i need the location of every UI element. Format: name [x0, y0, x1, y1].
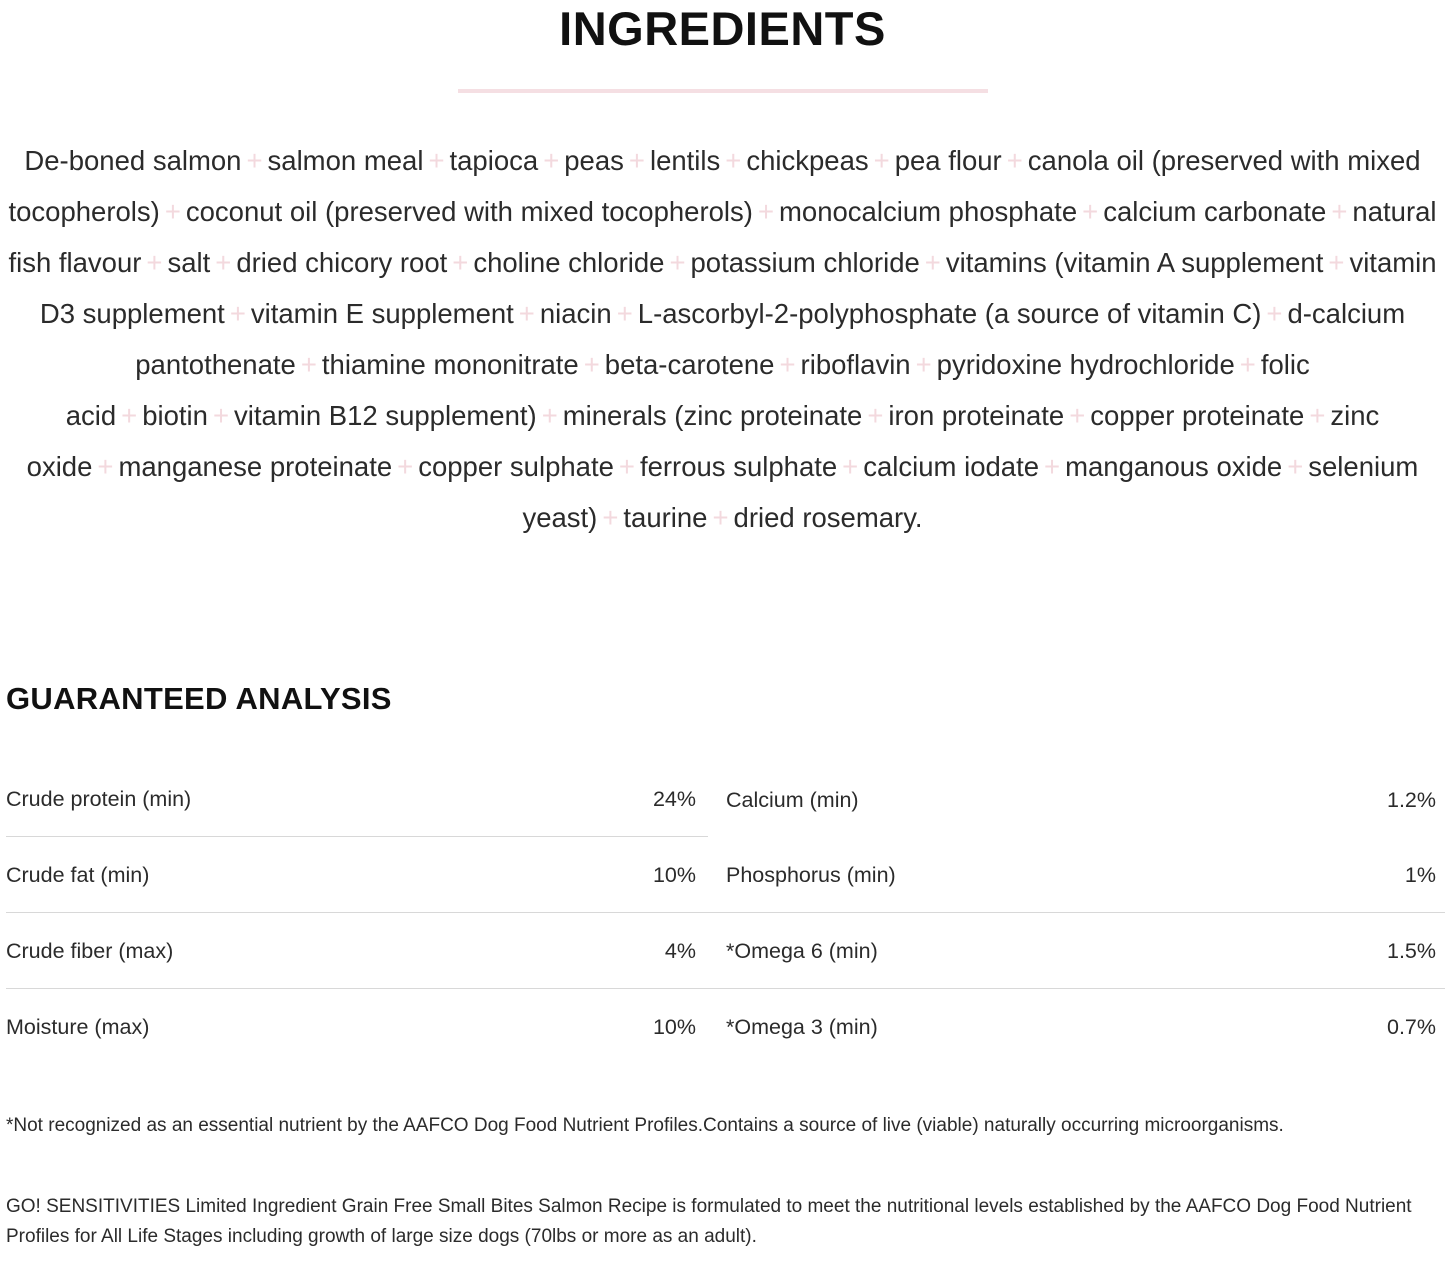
- ingredient-item: copper sulphate: [418, 451, 614, 483]
- plus-separator-icon: +: [1266, 298, 1283, 330]
- ingredient-item: calcium iodate: [863, 451, 1040, 483]
- ingredient-item: chickpeas: [746, 145, 869, 177]
- ingredient-item: minerals (zinc proteinate: [562, 400, 863, 432]
- title-divider: [458, 89, 988, 93]
- plus-separator-icon: +: [1044, 451, 1061, 483]
- plus-separator-icon: +: [1331, 196, 1348, 228]
- plus-separator-icon: +: [669, 247, 686, 279]
- ingredient-item: pea flour: [894, 145, 1002, 177]
- ingredient-item: dried rosemary.: [733, 502, 923, 534]
- nutrient-label: Moisture (max): [6, 1015, 150, 1040]
- plus-separator-icon: +: [602, 502, 619, 534]
- nutrient-label: Crude fiber (max): [6, 913, 486, 989]
- ingredient-item: manganous oxide: [1065, 451, 1283, 483]
- plus-separator-icon: +: [924, 247, 941, 279]
- page-title: INGREDIENTS: [559, 2, 886, 55]
- nutrient-value: 1.2%: [1386, 787, 1436, 812]
- plus-separator-icon: +: [583, 349, 600, 381]
- nutrient-value: 10%: [652, 1015, 696, 1040]
- plus-separator-icon: +: [628, 145, 645, 177]
- plus-separator-icon: +: [300, 349, 317, 381]
- plus-separator-icon: +: [215, 247, 232, 279]
- plus-separator-icon: +: [725, 145, 742, 177]
- ingredient-item: salt: [167, 247, 211, 279]
- plus-separator-icon: +: [842, 451, 859, 483]
- ingredient-item: De-boned salmon: [24, 145, 242, 177]
- nutrient-label: *Omega 6 (min): [708, 913, 1206, 989]
- ingredient-item: folic acid: [65, 349, 1310, 432]
- footnote-text: *Not recognized as an essential nutrient by the AAFCO Dog Food Nutrient Profiles.Contains a source of live (viable) naturally occurring microorganisms.: [6, 1115, 1284, 1137]
- ingredient-item: vitamins (vitamin A supplement: [945, 247, 1324, 279]
- plus-separator-icon: +: [518, 298, 535, 330]
- plus-separator-icon: +: [867, 400, 884, 432]
- ingredient-item: beta-carotene: [604, 349, 775, 381]
- plus-separator-icon: +: [1328, 247, 1345, 279]
- ingredient-item: niacin: [539, 298, 612, 330]
- ingredient-item: peas: [564, 145, 624, 177]
- nutrient-value: 0.7%: [1386, 1015, 1436, 1040]
- ingredient-item: zinc oxide: [26, 400, 1380, 483]
- plus-separator-icon: +: [616, 298, 633, 330]
- table-row: [6, 761, 1445, 837]
- plus-separator-icon: +: [1069, 400, 1086, 432]
- plus-separator-icon: +: [543, 145, 560, 177]
- ingredient-item: thiamine mononitrate: [321, 349, 579, 381]
- ingredient-item: vitamin D3 supplement: [39, 247, 1437, 330]
- ingredient-item: natural fish flavour: [8, 196, 1437, 279]
- plus-separator-icon: +: [121, 400, 138, 432]
- nutrient-value: 10%: [486, 837, 708, 913]
- plus-separator-icon: +: [1309, 400, 1326, 432]
- guaranteed-analysis-heading: GUARANTEED ANALYSIS: [6, 681, 392, 717]
- plus-separator-icon: +: [229, 298, 246, 330]
- ingredient-item: riboflavin: [800, 349, 911, 381]
- ingredient-item: lentils: [649, 145, 721, 177]
- ingredient-item: calcium carbonate: [1103, 196, 1327, 228]
- ingredients-list: [6, 135, 1439, 543]
- plus-separator-icon: +: [873, 145, 890, 177]
- ingredient-item: vitamin B12 supplement): [234, 400, 537, 432]
- plus-separator-icon: +: [915, 349, 932, 381]
- plus-separator-icon: +: [618, 451, 635, 483]
- nutrient-value: 24%: [486, 761, 708, 837]
- table-row: [6, 913, 1445, 989]
- ingredient-item: L-ascorbyl-2-polyphosphate (a source of vitamin C): [637, 298, 1262, 330]
- ingredient-item: copper proteinate: [1090, 400, 1305, 432]
- plus-separator-icon: +: [452, 247, 469, 279]
- plus-separator-icon: +: [164, 196, 181, 228]
- nutrient-value: 4%: [486, 913, 708, 989]
- nutrient-label: Phosphorus (min): [708, 837, 1206, 913]
- plus-separator-icon: +: [779, 349, 796, 381]
- nutrient-label: *Omega 3 (min): [726, 1015, 878, 1040]
- aafco-disclaimer: GO! SENSITIVITIES Limited Ingredient Grain Free Small Bites Salmon Recipe is formulated to meet the nutritional levels established by the AAFCO Dog Food Nutrient Profiles for All Life Stages including growth of large size dogs (70lbs or more as an adult).: [6, 1196, 1412, 1248]
- plus-separator-icon: +: [212, 400, 230, 432]
- table-row: [6, 989, 1445, 1065]
- ingredient-item: tapioca: [449, 145, 539, 177]
- plus-separator-icon: +: [97, 451, 114, 483]
- plus-separator-icon: +: [146, 247, 163, 279]
- ingredient-item: pyridoxine hydrochloride: [936, 349, 1235, 381]
- ingredient-item: biotin: [142, 400, 208, 432]
- nutrient-label: Calcium (min): [726, 787, 859, 812]
- plus-separator-icon: +: [1239, 349, 1256, 381]
- ingredient-item: iron proteinate: [888, 400, 1065, 432]
- nutrient-label: Crude fat (min): [6, 837, 486, 913]
- plus-separator-icon: +: [397, 451, 414, 483]
- ingredient-item: taurine: [623, 502, 708, 534]
- plus-separator-icon: +: [1287, 451, 1304, 483]
- ingredient-item: coconut oil (preserved with mixed tocopherols): [185, 196, 753, 228]
- ingredient-item: vitamin E supplement: [250, 298, 514, 330]
- nutrient-value: 1%: [1206, 837, 1445, 913]
- ingredient-item: salmon meal: [267, 145, 424, 177]
- plus-separator-icon: +: [1006, 145, 1023, 177]
- ingredient-item: potassium chloride: [690, 247, 920, 279]
- nutrient-value: 1.5%: [1206, 913, 1445, 989]
- nutrient-label: Crude protein (min): [6, 761, 486, 837]
- ingredient-item: choline chloride: [473, 247, 665, 279]
- plus-separator-icon: +: [712, 502, 729, 534]
- ingredient-item: ferrous sulphate: [639, 451, 838, 483]
- plus-separator-icon: +: [757, 196, 775, 228]
- ingredient-item: monocalcium phosphate: [779, 196, 1078, 228]
- ingredient-item: manganese proteinate: [118, 451, 393, 483]
- plus-separator-icon: +: [1082, 196, 1099, 228]
- ingredient-item: selenium yeast): [522, 451, 1419, 534]
- ingredient-item: dried chicory root: [236, 247, 448, 279]
- table-row: [6, 837, 1445, 913]
- plus-separator-icon: +: [541, 400, 558, 432]
- plus-separator-icon: +: [246, 145, 263, 177]
- plus-separator-icon: +: [428, 145, 445, 177]
- guaranteed-analysis-table: [6, 761, 1445, 1064]
- ingredient-item: d-calcium pantothenate: [135, 298, 1406, 381]
- ingredient-item: canola oil (preserved with mixed tocopherols): [8, 145, 1421, 228]
